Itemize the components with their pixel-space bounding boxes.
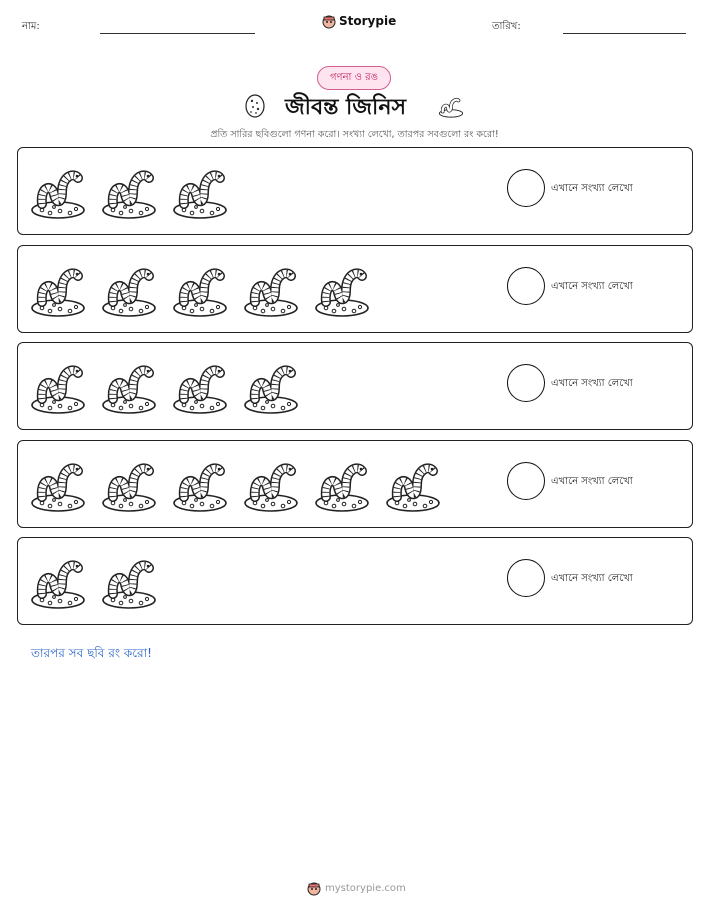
footer-url: mystorypie.com bbox=[325, 882, 406, 894]
worm-icon bbox=[243, 457, 299, 513]
answer-label: এখানে সংখ্যা লেখো bbox=[551, 476, 633, 487]
category-pill: গণনা ও রঙ bbox=[317, 66, 391, 90]
worm-icon bbox=[172, 164, 228, 220]
worm-icon bbox=[101, 262, 157, 318]
count-row bbox=[17, 440, 693, 528]
answer-label: এখানে সংখ্যা লেখো bbox=[551, 573, 633, 584]
worm-icon bbox=[172, 457, 228, 513]
storypie-brand-text: Storypie bbox=[339, 14, 397, 28]
worm-icon bbox=[30, 457, 86, 513]
title-row bbox=[0, 90, 709, 122]
worm-icon bbox=[30, 554, 86, 610]
answer-circle[interactable] bbox=[507, 559, 545, 597]
worm-icon bbox=[172, 359, 228, 415]
count-row bbox=[17, 147, 693, 235]
worm-group bbox=[30, 164, 228, 220]
answer-label: এখানে সংখ্যা লেখো bbox=[551, 281, 633, 292]
date-label: তারিখ: bbox=[492, 21, 521, 32]
count-row bbox=[17, 245, 693, 333]
worm-icon bbox=[172, 262, 228, 318]
worm-icon bbox=[30, 359, 86, 415]
page-title: জীবন্ত জিনিস bbox=[285, 95, 406, 120]
worm-icon bbox=[436, 93, 466, 119]
footer-brand bbox=[307, 880, 406, 896]
answer-circle[interactable] bbox=[507, 364, 545, 402]
worm-icon bbox=[101, 164, 157, 220]
date-line bbox=[563, 33, 686, 34]
storypie-mascot-icon bbox=[307, 880, 321, 896]
count-row bbox=[17, 537, 693, 625]
worm-group bbox=[30, 554, 157, 610]
answer-circle[interactable] bbox=[507, 462, 545, 500]
worm-icon bbox=[101, 457, 157, 513]
storypie-mascot-icon bbox=[322, 13, 336, 29]
answer-label: এখানে সংখ্যা লেখো bbox=[551, 183, 633, 194]
instructions: প্রতি সারির ছবিগুলো গণনা করো। সংখ্যা লেখো, তারপর সবগুলো রং করো! bbox=[210, 129, 499, 140]
worm-icon bbox=[30, 262, 86, 318]
storypie-logo bbox=[322, 13, 396, 29]
egg-icon bbox=[244, 92, 266, 118]
worm-group bbox=[30, 262, 370, 318]
worm-group bbox=[30, 359, 299, 415]
worm-icon bbox=[314, 457, 370, 513]
answer-circle[interactable] bbox=[507, 267, 545, 305]
answer-label: এখানে সংখ্যা লেখো bbox=[551, 378, 633, 389]
name-label: নাম: bbox=[22, 21, 40, 32]
worm-icon bbox=[385, 457, 441, 513]
worm-group bbox=[30, 457, 441, 513]
worm-icon bbox=[30, 164, 86, 220]
name-line bbox=[100, 33, 255, 34]
worm-icon bbox=[314, 262, 370, 318]
worm-icon bbox=[243, 262, 299, 318]
footer-note: তারপর সব ছবি রং করো! bbox=[31, 646, 152, 660]
worm-icon bbox=[243, 359, 299, 415]
worm-icon bbox=[101, 359, 157, 415]
worm-icon bbox=[101, 554, 157, 610]
count-row bbox=[17, 342, 693, 430]
answer-circle[interactable] bbox=[507, 169, 545, 207]
